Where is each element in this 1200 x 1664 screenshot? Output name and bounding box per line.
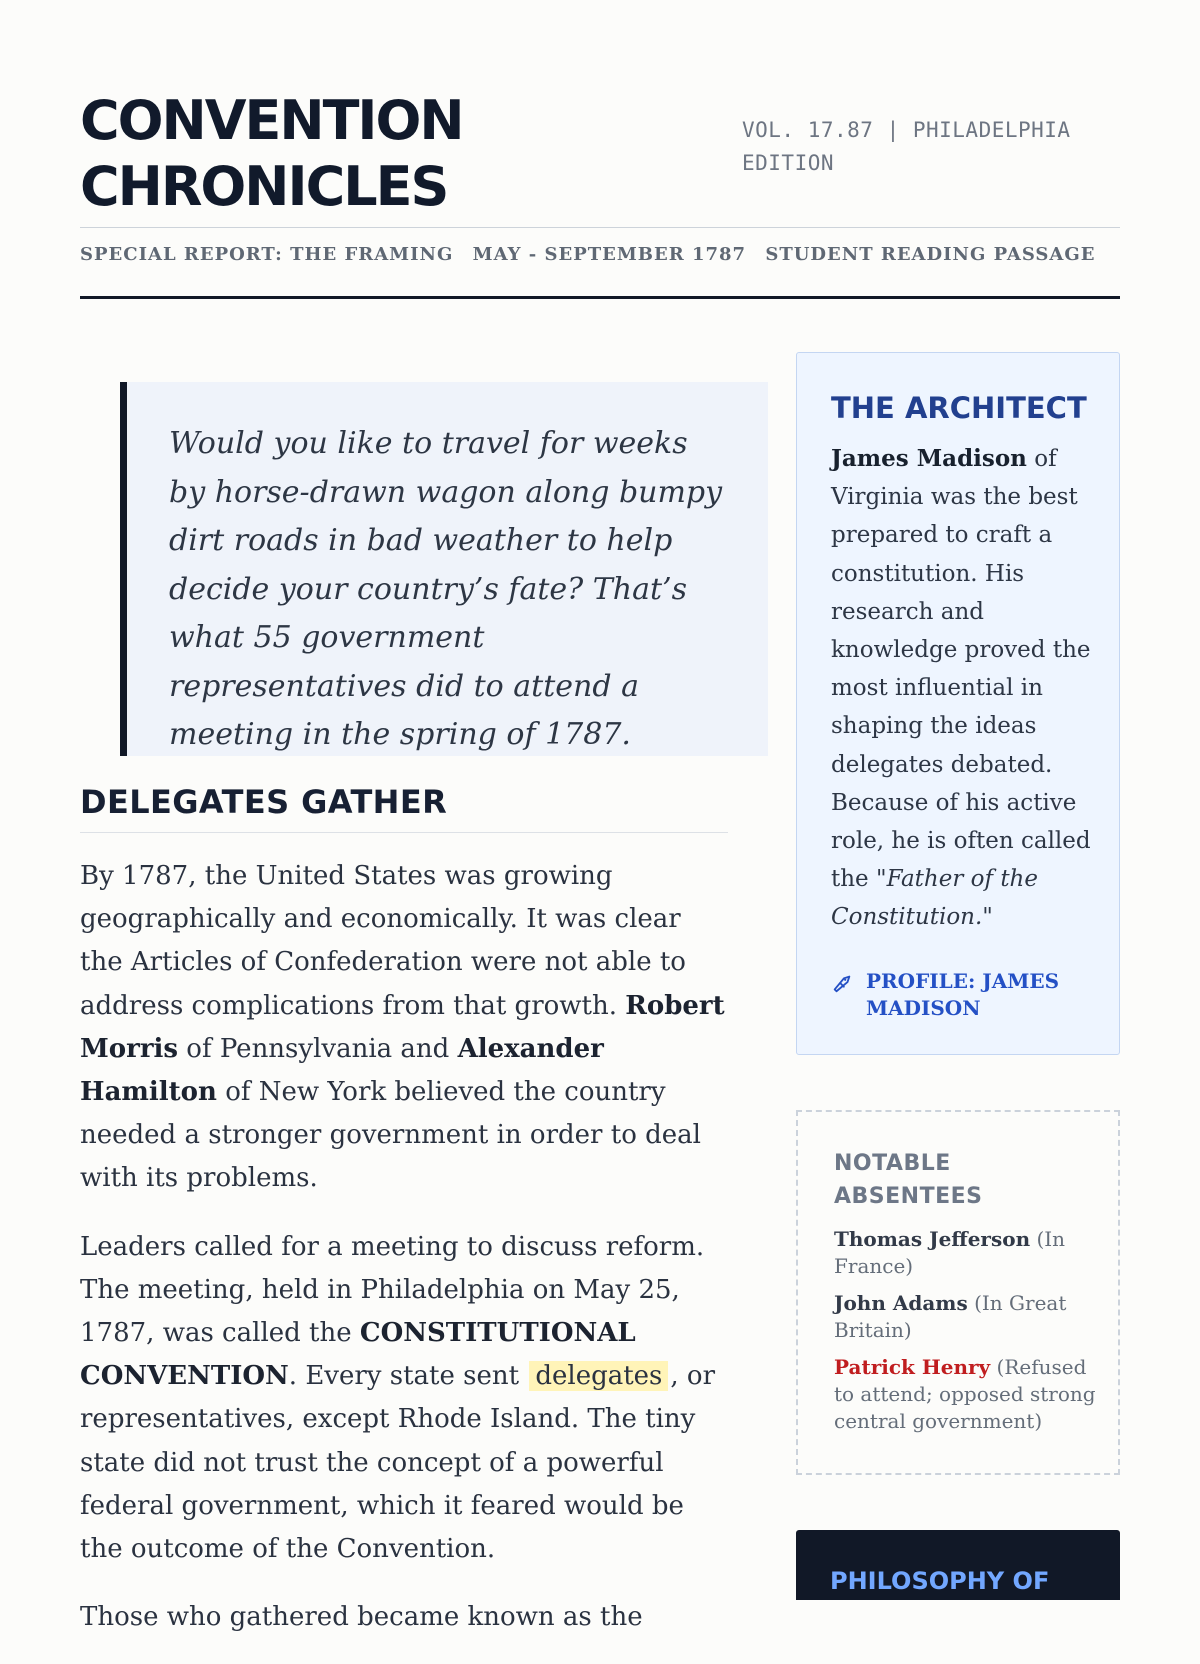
absentee-note: (In France) xyxy=(834,1227,1066,1278)
section-title-delegates-gather: DELEGATES GATHER xyxy=(80,783,448,821)
absentee-name: John Adams xyxy=(834,1291,968,1315)
person-james-madison: James Madison xyxy=(831,445,1027,472)
date-range-label: MAY - SEPTEMBER 1787 xyxy=(472,244,747,265)
person-alexander-hamilton: Alexander Hamilton xyxy=(80,1033,604,1108)
madison-nickname: "Father of the Constitution." xyxy=(831,866,1038,931)
special-report-label: SPECIAL REPORT: THE FRAMING xyxy=(80,244,454,265)
masthead-title xyxy=(80,88,640,220)
masthead-title-line-1: CONVENTION xyxy=(80,89,463,152)
philosophy-card xyxy=(796,1530,1120,1600)
philosophy-title: PHILOSOPHY OF xyxy=(830,1567,1050,1595)
absentees-title: NOTABLE ABSENTEES xyxy=(834,1151,983,1209)
notable-absentees-panel xyxy=(796,1110,1120,1475)
architect-title: THE ARCHITECT xyxy=(831,391,1087,425)
absentee-john-adams xyxy=(834,1290,1096,1344)
architect-card xyxy=(796,352,1120,1055)
header-rule xyxy=(80,296,1120,299)
architect-description xyxy=(831,440,1099,937)
profile-link-label: PROFILE: JAMES MADISON xyxy=(866,968,1060,1020)
section-divider xyxy=(80,832,728,833)
absentee-note: (Refused to attend; opposed strong central government) xyxy=(834,1355,1096,1433)
opening-quote: Would you like to travel for weeks by horse-drawn wagon along bumpy dirt roads in bad weather to help decide your country’s fate? That’s what 55 government representatives did to attend a meeting in the spring of 1787. xyxy=(120,382,768,756)
paragraph-text: . Every state sent xyxy=(288,1361,528,1392)
paragraph-gathered: Those who gathered became known as the xyxy=(80,1602,643,1633)
paragraph-text: of Pennsylvania and xyxy=(178,1033,458,1064)
paragraph-delegates-context xyxy=(80,855,728,1201)
masthead xyxy=(80,80,1120,228)
absentee-thomas-jefferson xyxy=(834,1226,1096,1280)
masthead-title-line-2: CHRONICLES xyxy=(80,155,448,218)
architect-description-text: of Virginia was the best prepared to craft a constitution. His research and knowledge proved the most influential in shaping the ideas delegates debated. Because of his active role, he is often called the xyxy=(831,446,1091,893)
highlighted-term-delegates[interactable]: delegates xyxy=(529,1361,668,1391)
paragraph-text: , or representatives, except Rhode Island. The tiny state did not trust the concept of a powerful federal government, which it feared would be the outcome of the Convention. xyxy=(80,1361,716,1565)
paragraph-text: of New York believed the country needed a stronger government in order to deal with its problems. xyxy=(80,1077,701,1194)
quill-icon xyxy=(831,971,853,995)
absentee-note: (In Great Britain) xyxy=(834,1291,1067,1342)
paragraph-text: Leaders called for a meeting to discuss reform. The meeting, held in Philadelphia on May 25, 1787, was called the xyxy=(80,1231,705,1349)
article-page xyxy=(80,0,1120,1633)
absentee-name: Thomas Jefferson xyxy=(834,1227,1031,1251)
reading-passage-label: STUDENT READING PASSAGE xyxy=(765,244,1096,265)
absentee-patrick-henry xyxy=(834,1354,1096,1435)
subhead-bar xyxy=(80,240,1120,270)
edition-label: VOL. 17.87 | PHILADELPHIA EDITION xyxy=(742,118,1071,175)
paragraph-convention xyxy=(80,1226,728,1572)
term-constitutional-convention: CONSTITUTIONAL CONVENTION xyxy=(80,1318,636,1392)
article-body xyxy=(80,855,728,1664)
profile-james-madison-link[interactable] xyxy=(831,968,1091,1022)
masthead-divider xyxy=(80,227,1120,228)
paragraph-text: By 1787, the United States was growing geographically and economically. It was clear the Articles of Confederation were not able to address complications from that growth. xyxy=(80,861,686,1021)
absentee-name: Patrick Henry xyxy=(834,1355,991,1379)
person-robert-morris: Robert Morris xyxy=(80,990,725,1064)
